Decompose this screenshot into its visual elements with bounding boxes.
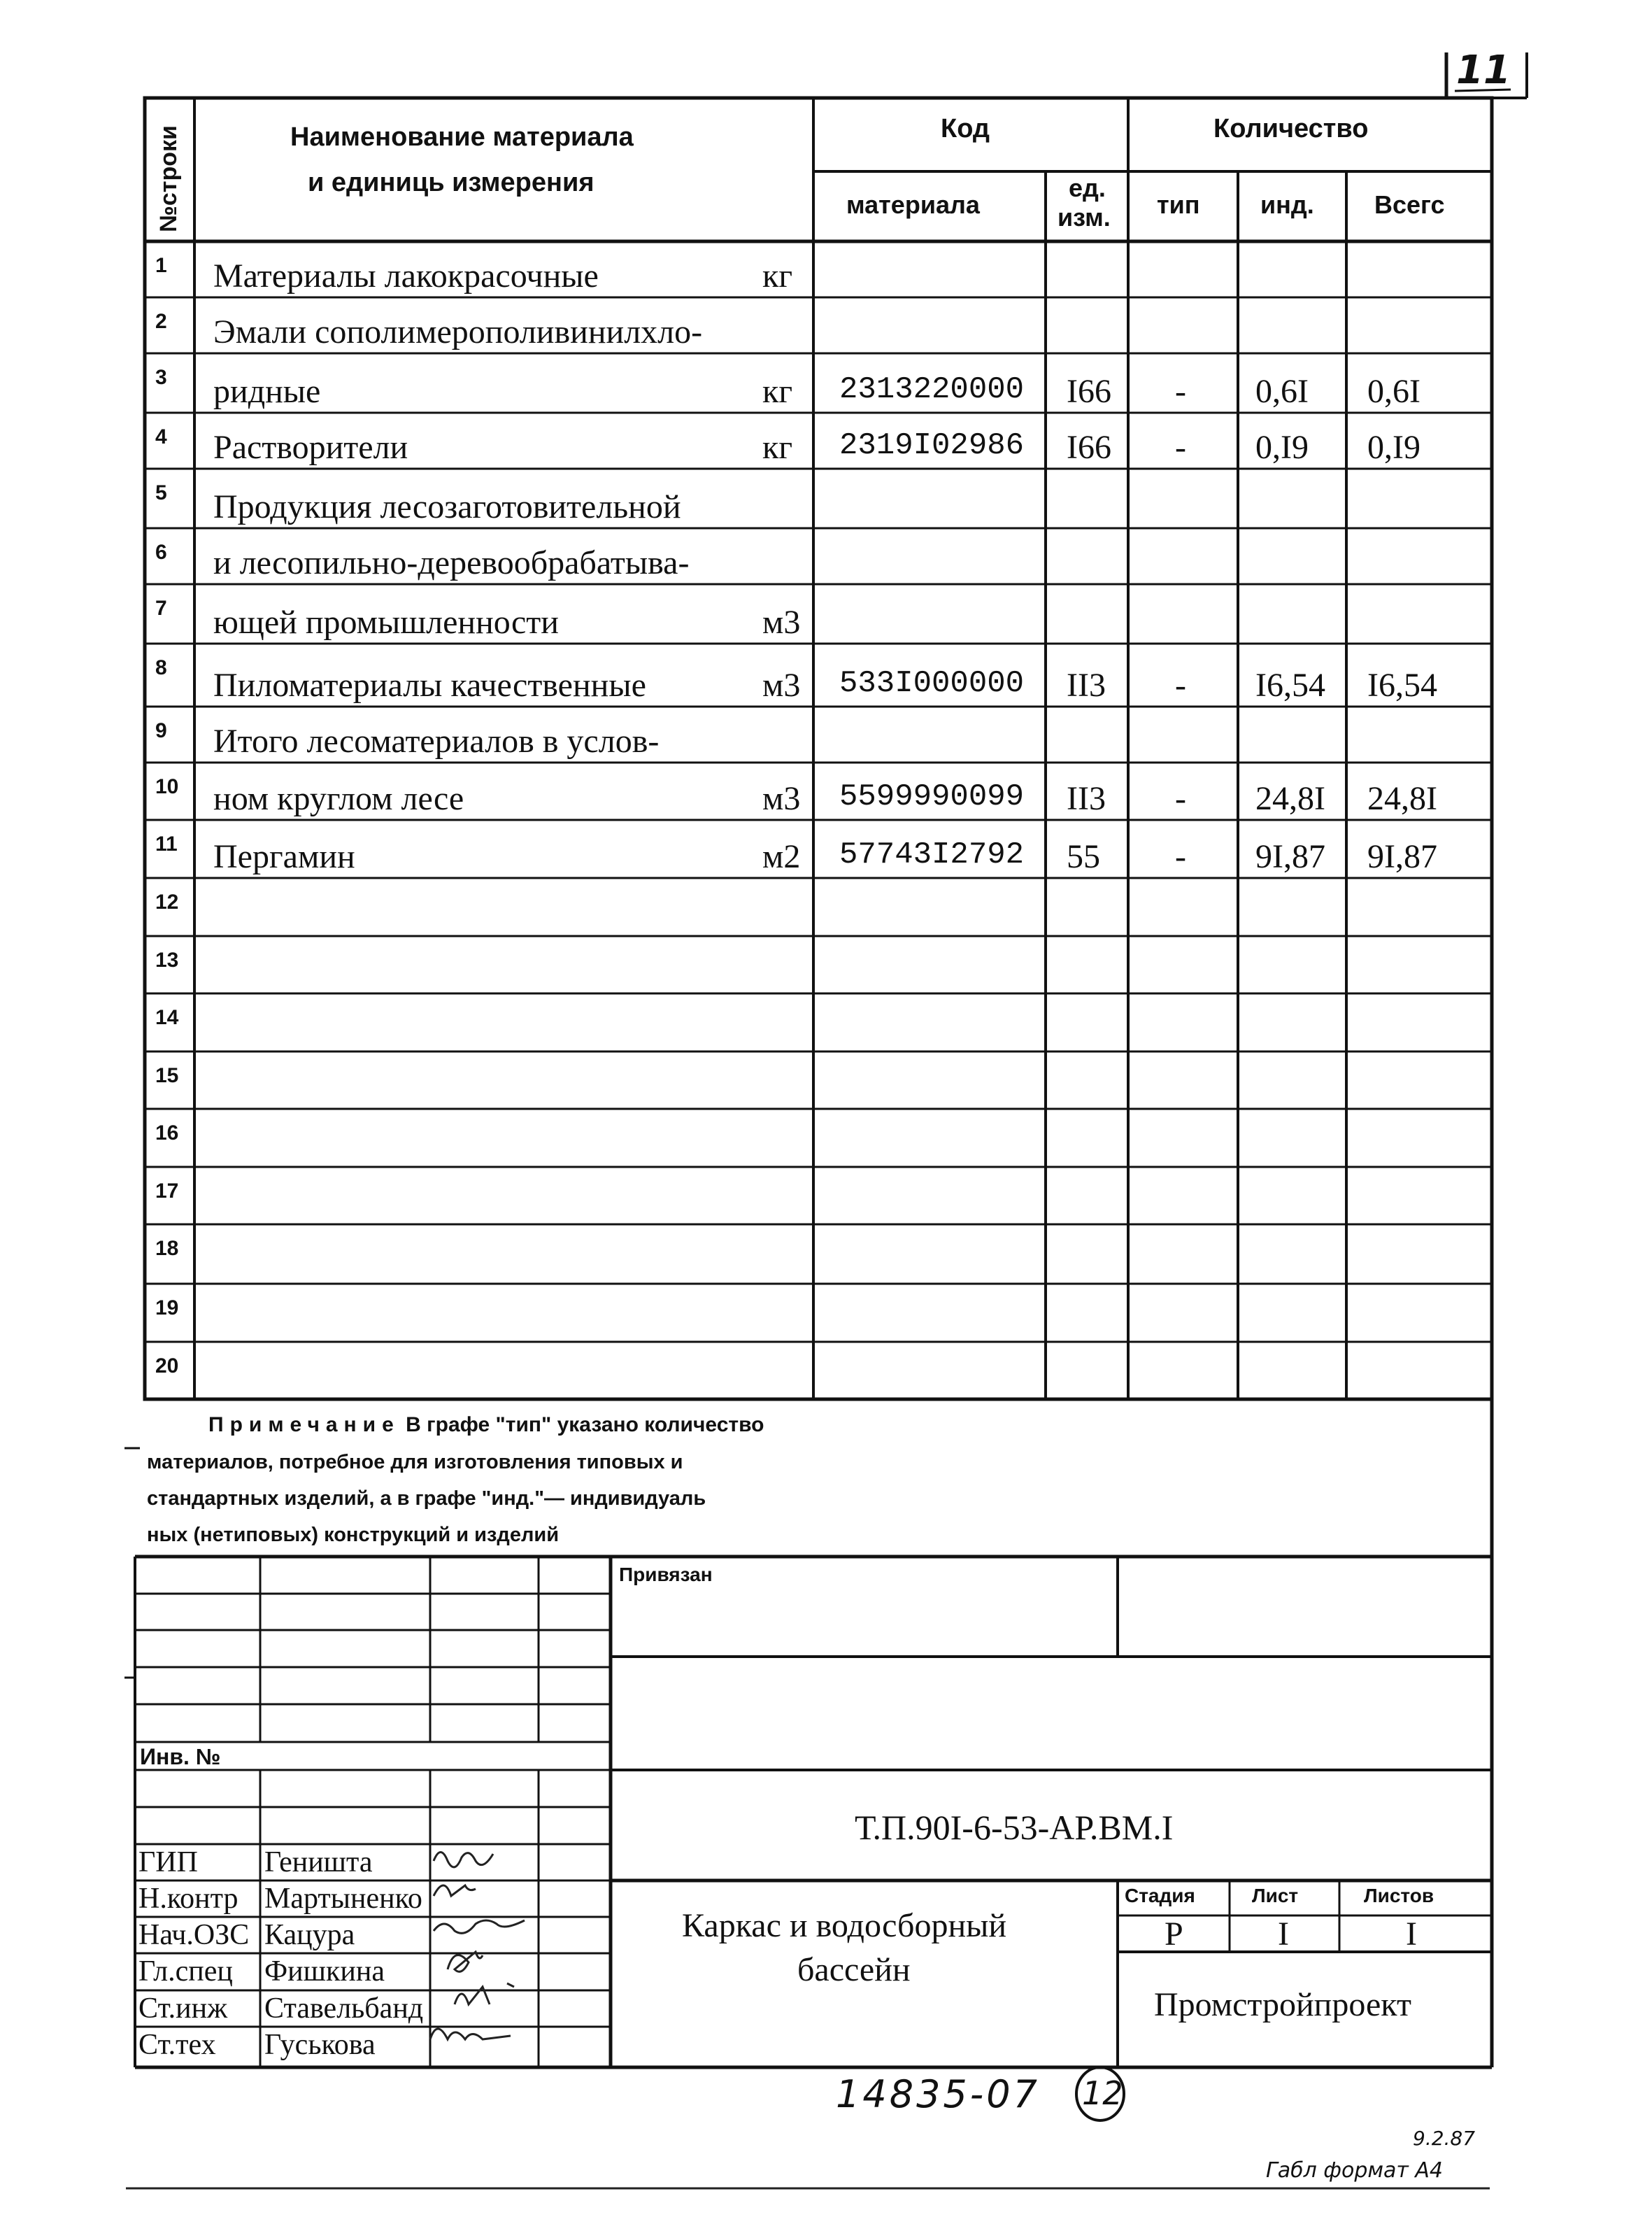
- total-value: 0,I9: [1367, 429, 1420, 466]
- header-ind: инд.: [1260, 190, 1314, 219]
- stage-value: Р: [1165, 1915, 1183, 1953]
- type-value: -: [1175, 838, 1186, 875]
- signer-role: Ст.инж: [138, 1992, 228, 2025]
- signer-name: Гуськова: [264, 2029, 376, 2061]
- row-number: 13: [155, 949, 179, 972]
- header-quantity: Количество: [1213, 114, 1369, 143]
- unit-code: II3: [1067, 667, 1106, 704]
- row-number: 11: [155, 833, 178, 856]
- unit: м3: [762, 667, 801, 704]
- material-name: и лесопильно-деревообрабатыва-: [213, 544, 690, 581]
- sheet-mark: 11: [1456, 48, 1511, 93]
- archive-number: 14835-07: [836, 2072, 1040, 2116]
- unit: кг: [762, 373, 793, 410]
- total-value: 24,8I: [1367, 780, 1437, 817]
- row-number: 18: [155, 1237, 179, 1260]
- type-value: -: [1175, 667, 1186, 704]
- inv-no-label: Инв. №: [140, 1744, 221, 1769]
- note-label: Примечание: [208, 1413, 400, 1436]
- note-line4: ных (нетиповых) конструкций и изделий: [147, 1524, 560, 1546]
- unit: м3: [762, 780, 801, 817]
- type-value: -: [1175, 780, 1186, 817]
- row-number: 2: [155, 310, 167, 333]
- row-number: 7: [155, 597, 167, 620]
- unit: кг: [762, 257, 793, 295]
- signer-name: Мартыненко: [264, 1883, 422, 1915]
- doc-code: Т.П.90I-6-53-АР.ВМ.I: [855, 1808, 1174, 1847]
- sheet-value: I: [1278, 1915, 1289, 1953]
- row-number: 12: [155, 891, 179, 914]
- note-line1-text: В графе "тип" указано количество: [406, 1413, 764, 1436]
- row-number: 9: [155, 719, 167, 742]
- row-number: 8: [155, 656, 167, 679]
- signer-role: ГИП: [138, 1846, 198, 1878]
- header-name-line1: Наименование материала: [290, 122, 634, 152]
- organization: Промстройпроект: [1154, 1986, 1411, 2023]
- signer-name: Фишкина: [264, 1955, 385, 1988]
- material-name: Растворители: [213, 429, 408, 466]
- title-line2: бассейн: [797, 1951, 911, 1988]
- ind-value: 9I,87: [1255, 838, 1325, 875]
- material-name: ридные: [213, 373, 321, 410]
- material-name: Пергамин: [213, 838, 355, 875]
- unit-code: 55: [1067, 838, 1100, 875]
- signer-name: Ставельбанд: [264, 1992, 424, 2025]
- signer-role: Н.контр: [138, 1883, 238, 1915]
- signatures-drawn: [420, 1840, 588, 2071]
- privyazan-label: Привязан: [619, 1564, 713, 1585]
- row-number: 1: [155, 254, 167, 277]
- row-number: 15: [155, 1064, 179, 1087]
- signer-name: Геништа: [264, 1846, 373, 1878]
- material-name: Пиломатериалы качественные: [213, 667, 646, 704]
- signer-role: Ст.тех: [138, 2029, 216, 2061]
- ind-value: 24,8I: [1255, 780, 1325, 817]
- unit-code: I66: [1067, 429, 1111, 466]
- material-name: ном круглом лесе: [213, 780, 464, 817]
- row-number: 6: [155, 541, 167, 564]
- circled-number: 12: [1082, 2074, 1123, 2112]
- row-number: 20: [155, 1354, 179, 1377]
- header-unit-line1: ед.: [1069, 173, 1106, 202]
- header-material: материала: [846, 190, 980, 219]
- ind-value: 0,I9: [1255, 429, 1309, 466]
- signer-name: Кацура: [264, 1919, 355, 1951]
- type-value: -: [1175, 429, 1186, 466]
- material-code: 533I000000: [839, 666, 1025, 701]
- row-number: 16: [155, 1121, 179, 1145]
- sheets-label: Листов: [1364, 1885, 1434, 1906]
- material-name: ющей промышленности: [213, 604, 559, 641]
- row-number: 17: [155, 1180, 179, 1203]
- signer-role: Нач.ОЗС: [138, 1919, 250, 1951]
- total-value: I6,54: [1367, 667, 1437, 704]
- row-number: 14: [155, 1006, 179, 1029]
- material-name: Итого лесоматериалов в услов-: [213, 723, 660, 760]
- ind-value: 0,6I: [1255, 373, 1309, 410]
- header-unit-line2: изм.: [1058, 203, 1111, 232]
- type-value: -: [1175, 373, 1186, 410]
- row-number: 3: [155, 366, 167, 389]
- sheets-value: I: [1406, 1915, 1417, 1953]
- total-value: 0,6I: [1367, 373, 1420, 410]
- row-number: 10: [155, 775, 179, 798]
- note-line3: стандартных изделий, а в графе "инд."— индивидуаль: [147, 1487, 706, 1510]
- unit: м2: [762, 838, 801, 875]
- ind-value: I6,54: [1255, 667, 1325, 704]
- material-name: Эмали сополимерополивинилхло-: [213, 313, 703, 350]
- header-type: тип: [1157, 190, 1200, 219]
- header-row-no: №строки: [155, 125, 182, 232]
- total-value: 9I,87: [1367, 838, 1437, 875]
- note-line2: материалов, потребное для изготовления типовых и: [147, 1451, 683, 1473]
- note-line1: [208, 1413, 764, 1437]
- stage-label: Стадия: [1125, 1885, 1195, 1906]
- row-number: 5: [155, 481, 167, 504]
- sheet-label: Лист: [1252, 1885, 1299, 1906]
- material-code: 2313220000: [839, 372, 1025, 407]
- material-code: 2319I02986: [839, 428, 1025, 463]
- row-number: 19: [155, 1296, 179, 1319]
- corner-note-format: Габл формат А4: [1266, 2158, 1443, 2183]
- row-number: 4: [155, 425, 167, 448]
- unit: кг: [762, 429, 793, 466]
- unit: м3: [762, 604, 801, 641]
- material-name: Материалы лакокрасочные: [213, 257, 599, 295]
- material-code: 5599990099: [839, 779, 1025, 814]
- unit-code: II3: [1067, 780, 1106, 817]
- material-name: Продукция лесозаготовительной: [213, 488, 681, 525]
- unit-code: I66: [1067, 373, 1111, 410]
- header-name-line2: и единиць измерения: [308, 168, 594, 197]
- header-code: Код: [941, 114, 990, 143]
- title-line1: Каркас и водосборный: [682, 1907, 1007, 1944]
- material-code: 57743I2792: [839, 837, 1025, 872]
- corner-note-date: 9.2.87: [1413, 2127, 1476, 2150]
- header-total: Всегс: [1374, 190, 1445, 219]
- signer-role: Гл.спец: [138, 1955, 233, 1988]
